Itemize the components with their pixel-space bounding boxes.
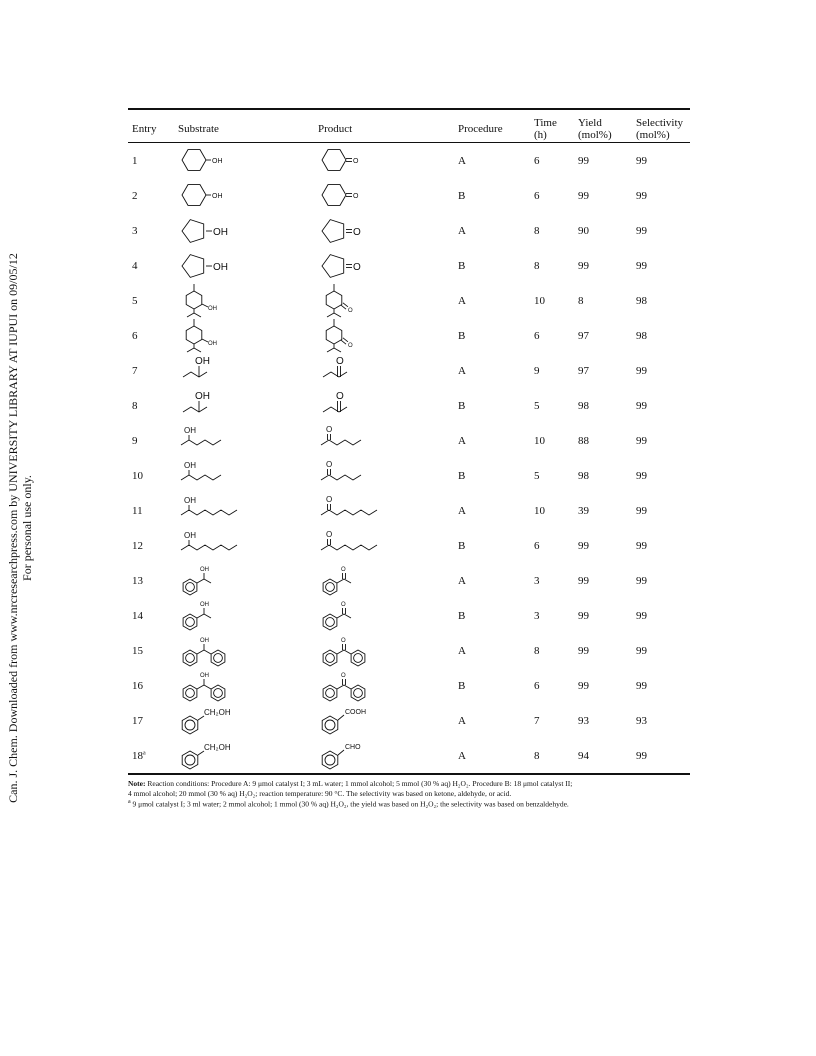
table-row [128,633,690,668]
cell-selectivity: 99 [636,365,647,377]
cell-yield: 94 [578,750,589,762]
header-time-line1: Time [534,117,557,129]
svg-text:OH: OH [213,227,228,238]
entry-number: 14 [132,610,143,622]
cell-procedure: A [458,575,466,587]
cell-time: 6 [534,155,540,167]
cell-time: 9 [534,365,540,377]
cell-yield: 99 [578,645,589,657]
header-yield-line1: Yield [578,117,602,129]
product-menthone-structure [318,318,418,353]
cell-yield: 99 [578,680,589,692]
cell-entry [132,400,138,412]
cell-selectivity: 99 [636,505,647,517]
entry-number: 9 [132,435,138,447]
substrate-2-hexanol-structure [178,423,278,458]
substrate-benzhydrol-structure [178,668,278,703]
substrate-2-butanol-structure [178,353,278,388]
svg-text:O: O [336,391,344,402]
header-yield-line2: (mol%) [578,129,612,141]
header-selectivity-line2: (mol%) [636,129,670,141]
svg-text:CH₂OH: CH₂OH [204,743,231,752]
cell-yield: 97 [578,365,589,377]
entry-number: 6 [132,330,138,342]
svg-text:O: O [326,495,333,504]
cell-yield: 97 [578,330,589,342]
cell-entry [132,295,138,307]
svg-text:O: O [341,638,346,644]
svg-text:OH: OH [200,673,209,679]
cell-procedure: A [458,505,466,517]
cell-entry [132,645,143,657]
cell-procedure: B [458,330,466,342]
cell-selectivity: 99 [636,400,647,412]
product-cyclopentanone-structure [318,213,418,248]
cell-selectivity: 99 [636,610,647,622]
entry-number: 13 [132,575,143,587]
cell-procedure: A [458,435,466,447]
note-line-1 [128,779,690,789]
header-procedure: Procedure [458,123,503,135]
header-selectivity [636,117,683,141]
substrate-1-phenylethanol-structure [178,563,278,598]
cell-entry [132,260,138,272]
note-line-3 [128,798,690,809]
cell-selectivity: 99 [636,575,647,587]
svg-text:O: O [341,567,346,573]
cell-selectivity: 99 [636,260,647,272]
cell-yield: 93 [578,715,589,727]
table-row [128,563,690,598]
cell-entry [132,190,138,202]
cell-selectivity: 99 [636,225,647,237]
cell-entry [132,680,143,692]
header-entry: Entry [132,123,157,135]
table-row [128,248,690,283]
results-table [128,108,690,809]
substrate-menthol-structure [178,318,278,353]
table-row [128,353,690,388]
cell-yield: 90 [578,225,589,237]
cell-yield: 99 [578,260,589,272]
table-bottom-rule [128,773,690,775]
svg-text:O: O [336,356,344,367]
svg-text:OH: OH [208,341,217,347]
cell-yield: 99 [578,540,589,552]
watermark-line-1: Can. J. Chem. Downloaded from www.nrcresearchpress.com by UNIVERSITY LIBRARY AT IUPUI on 09/05/12 [6,253,20,803]
cell-yield: 99 [578,155,589,167]
cell-yield: 39 [578,505,589,517]
cell-selectivity: 99 [636,435,647,447]
cell-time: 6 [534,680,540,692]
svg-text:COOH: COOH [345,709,366,716]
product-2-butanone-structure [318,388,418,423]
svg-text:OH: OH [184,531,196,540]
product-2-hexanone-structure [318,423,418,458]
cell-selectivity: 99 [636,155,647,167]
table-row [128,283,690,318]
svg-text:O: O [353,193,359,200]
entry-number: 16 [132,680,143,692]
entry-number: 3 [132,225,138,237]
cell-yield: 99 [578,575,589,587]
svg-text:OH: OH [212,193,223,200]
svg-text:OH: OH [184,461,196,470]
svg-text:O: O [341,673,346,679]
cell-selectivity: 99 [636,750,647,762]
header-substrate: Substrate [178,123,219,135]
cell-selectivity: 99 [636,645,647,657]
table-row [128,388,690,423]
svg-text:OH: OH [195,391,210,402]
entry-number: 17 [132,715,143,727]
header-selectivity-line1: Selectivity [636,117,684,129]
svg-text:OH: OH [200,567,209,573]
cell-procedure: B [458,610,466,622]
table-row [128,318,690,353]
cell-time: 3 [534,575,540,587]
cell-procedure: A [458,715,466,727]
table-row [128,178,690,213]
svg-text:O: O [353,227,361,238]
substrate-2-octanol-structure [178,528,278,563]
cell-procedure: B [458,190,466,202]
cell-procedure: A [458,155,466,167]
svg-text:O: O [326,460,333,469]
table-row [128,493,690,528]
entry-number: 2 [132,190,138,202]
cell-yield: 99 [578,190,589,202]
product-2-butanone-structure [318,353,418,388]
svg-text:OH: OH [200,602,209,608]
substrate-cyclopentanol-structure [178,213,278,248]
entry-number: 12 [132,540,143,552]
header-time [534,117,557,141]
cell-procedure: A [458,365,466,377]
download-watermark [0,0,40,1056]
entry-number: 11 [132,505,143,517]
cell-time: 8 [534,225,540,237]
product-cyclohexanone-structure [318,178,418,213]
cell-entry [132,470,143,482]
cell-entry [132,155,138,167]
svg-text:O: O [353,158,359,165]
table-row [128,738,690,773]
product-cyclopentanone-structure [318,248,418,283]
svg-text:OH: OH [184,426,196,435]
footnote-marker: a [128,799,131,805]
svg-text:O: O [341,602,346,608]
cell-time: 6 [534,330,540,342]
svg-text:OH: OH [208,306,217,312]
entry-footnote: a [143,750,146,757]
substrate-cyclohexanol-structure [178,178,278,213]
cell-entry [132,435,138,447]
svg-text:O: O [348,343,353,349]
header-product: Product [318,123,353,135]
product-cyclohexanone-structure [318,143,418,178]
cell-time: 3 [534,610,540,622]
table-row [128,143,690,178]
cell-procedure: A [458,645,466,657]
substrate-2-hexanol-structure [178,458,278,493]
table-row [128,528,690,563]
cell-time: 8 [534,645,540,657]
header-time-line2: (h) [534,129,547,141]
entry-number: 7 [132,365,138,377]
svg-text:O: O [348,308,353,314]
cell-entry [132,750,146,762]
cell-selectivity: 98 [636,330,647,342]
svg-text:O: O [326,425,333,434]
substrate-cyclohexanol-structure [178,143,278,178]
product-benzaldehyde-structure [318,738,418,773]
svg-text:OH: OH [213,262,228,273]
cell-time: 5 [534,400,540,412]
substrate-2-butanol-structure [178,388,278,423]
table-row [128,703,690,738]
cell-time: 10 [534,435,545,447]
substrate-1-phenylethanol-structure [178,598,278,633]
cell-procedure: A [458,225,466,237]
cell-entry [132,575,143,587]
cell-entry [132,330,138,342]
entry-number: 8 [132,400,138,412]
product-2-octanone-structure [318,493,418,528]
cell-procedure: B [458,680,466,692]
note-line-2: 4 mmol alcohol; 20 mmol (30 % aq) H₂O₂; reaction temperature: 90 °C. The selectivity was based on ketone, aldehyde, or acid. [128,788,512,798]
product-acetophenone-structure [318,563,418,598]
product-menthone-structure [318,283,418,318]
entry-number: 10 [132,470,143,482]
cell-time: 7 [534,715,540,727]
svg-text:OH: OH [195,356,210,367]
svg-text:CH₂OH: CH₂OH [204,708,231,717]
cell-yield: 98 [578,400,589,412]
cell-time: 5 [534,470,540,482]
note-text-1: Reaction conditions: Procedure A: 9 μmol catalyst I; 3 mL water; 1 mmol alcohol; 5 mmol (30 % aq) H₂O₂. Procedure B: 18 μmol catalyst II; [147,779,573,788]
product-benzophenone-structure [318,633,418,668]
cell-time: 10 [534,295,545,307]
header-yield [578,117,612,141]
cell-yield: 8 [578,295,584,307]
product-benzoic-acid-structure [318,703,418,738]
table-row [128,598,690,633]
cell-procedure: B [458,540,466,552]
note-text-3: 9 μmol catalyst I; 3 ml water; 2 mmol alcohol; 1 mmol (30 % aq) H₂O₂, the yield was based on H₂O₂; the selectivity was based on benzaldehyde. [132,799,569,809]
cell-selectivity: 99 [636,540,647,552]
cell-procedure: A [458,750,466,762]
cell-time: 6 [534,190,540,202]
substrate-menthol-structure [178,283,278,318]
table-row [128,668,690,703]
entry-number: 5 [132,295,138,307]
svg-text:O: O [326,530,333,539]
watermark-line-2: For personal use only. [20,475,34,581]
entry-number: 4 [132,260,138,272]
substrate-cyclopentanol-structure [178,248,278,283]
cell-selectivity: 93 [636,715,647,727]
cell-selectivity: 99 [636,680,647,692]
table-row [128,423,690,458]
cell-yield: 99 [578,610,589,622]
cell-entry [132,225,138,237]
svg-text:OH: OH [184,496,196,505]
svg-text:O: O [353,262,361,273]
product-2-octanone-structure [318,528,418,563]
table-header [128,110,690,142]
cell-procedure: A [458,295,466,307]
table-body [128,143,690,773]
cell-entry [132,715,143,727]
cell-entry [132,365,138,377]
substrate-benzyl-alcohol-structure [178,738,278,773]
entry-number: 1 [132,155,138,167]
cell-yield: 98 [578,470,589,482]
product-benzophenone-structure [318,668,418,703]
substrate-benzyl-alcohol-structure [178,703,278,738]
table-row [128,458,690,493]
cell-entry [132,540,143,552]
product-2-hexanone-structure [318,458,418,493]
table-notes [128,779,690,809]
table-row [128,213,690,248]
substrate-benzhydrol-structure [178,633,278,668]
cell-selectivity: 99 [636,190,647,202]
cell-selectivity: 98 [636,295,647,307]
entry-number: 15 [132,645,143,657]
svg-text:CHO: CHO [345,744,361,751]
cell-selectivity: 99 [636,470,647,482]
cell-time: 8 [534,750,540,762]
cell-procedure: B [458,260,466,272]
entry-number: 18 [132,750,143,762]
cell-procedure: B [458,470,466,482]
cell-procedure: B [458,400,466,412]
cell-time: 8 [534,260,540,272]
substrate-2-octanol-structure [178,493,278,528]
cell-entry [132,505,143,517]
svg-text:OH: OH [200,638,209,644]
svg-text:OH: OH [212,158,223,165]
cell-time: 6 [534,540,540,552]
note-label: Note: [128,779,146,788]
cell-time: 10 [534,505,545,517]
cell-entry [132,610,143,622]
cell-yield: 88 [578,435,589,447]
product-acetophenone-structure [318,598,418,633]
